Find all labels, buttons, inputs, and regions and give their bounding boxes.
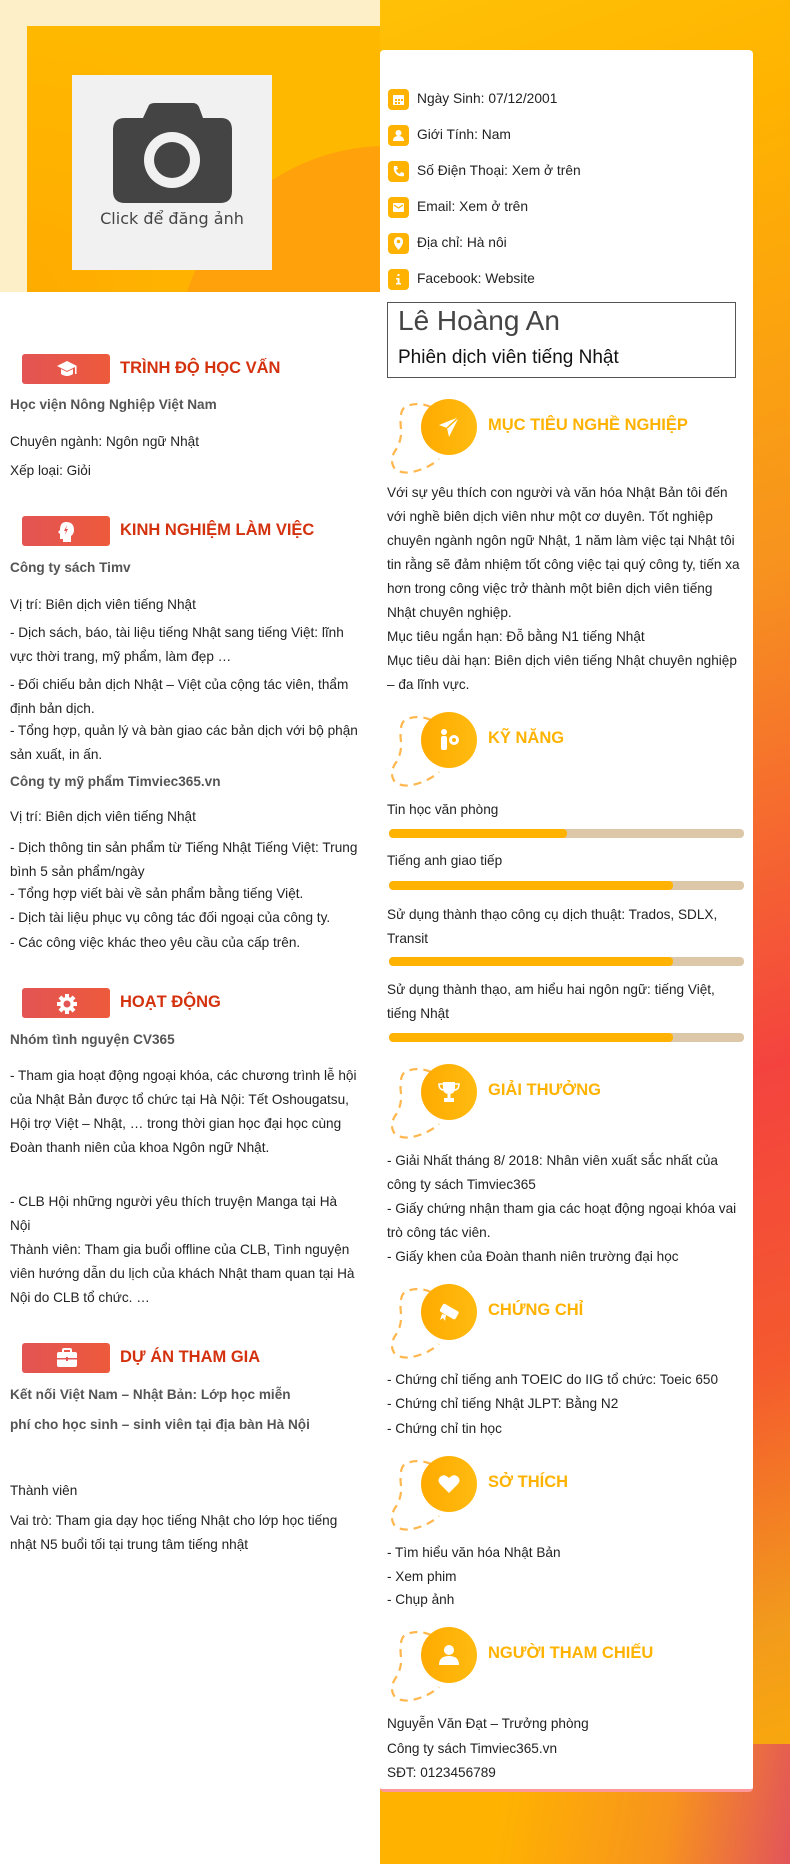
job-duty: - Các công việc khác theo yêu cầu của cấp trên. — [10, 935, 301, 950]
activity-item: - CLB Hội những người yêu thích truyện Manga tại Hà Nội — [10, 1194, 338, 1233]
section-header-objective — [387, 399, 687, 469]
section-title: NGƯỜI THAM CHIẾU — [488, 1644, 654, 1662]
user-icon — [388, 125, 409, 146]
skill-bar — [389, 881, 744, 890]
section-title: GIẢI THƯỞNG — [488, 1081, 602, 1099]
skill-level-fill — [389, 957, 673, 966]
objective-text: Với sự yêu thích con người và văn hóa Nhật Bản tôi đến với nghề biên dịch viên như một cơ duyên. Tốt nghiệp chuyên ngành ngôn ngữ Nhật, 1 năm làm việc tại Nhật tôi tin rằng sẽ đảm nhiệm tốt công việc tại quý công ty, tiến xa hơn trong công việc trở thành một biên dịch viên tiếng Nhật chuyên nghiệp. — [387, 485, 740, 620]
section-title: CHỨNG CHỈ — [488, 1301, 584, 1319]
skill-bar — [389, 1033, 744, 1042]
phone-icon — [388, 161, 409, 182]
contact-text: Giới Tính: Nam — [417, 127, 511, 142]
long-term-goal: Mục tiêu dài hạn: Biên dịch viên tiếng Nhật chuyên nghiệp – đa lĩnh vực. — [387, 653, 737, 692]
hobby-item: - Chụp ảnh — [387, 1592, 455, 1607]
user-icon — [437, 1643, 461, 1667]
grade: Xếp loại: Giỏi — [10, 463, 91, 478]
job-duty: - Tổng hợp, quản lý và bàn giao các bản dịch với bộ phận sản xuất, in ấn. — [10, 723, 358, 762]
job-duty: - Tổng hợp viết bài về sản phẩm bằng tiếng Việt. — [10, 886, 304, 901]
email-icon — [388, 197, 409, 218]
award-item: - Giải Nhất tháng 8/ 2018: Nhân viên xuất sắc nhất của công ty sách Timviec365 — [387, 1153, 718, 1192]
section-header-awards — [387, 1064, 687, 1134]
section-title: HOẠT ĐỘNG — [120, 993, 221, 1011]
job-title: Phiên dịch viên tiếng Nhật — [398, 347, 619, 368]
section-title: KINH NGHIỆM LÀM VIỆC — [120, 521, 315, 539]
person-gear-icon — [437, 728, 461, 752]
info-icon — [388, 269, 409, 290]
paper-plane-icon — [437, 415, 461, 439]
heart-icon — [437, 1472, 461, 1496]
skill-name: Sử dụng thành thạo công cụ dịch thuật: Trados, SDLX, Transit — [387, 907, 718, 946]
contact-text: Email: Xem ở trên — [417, 199, 529, 214]
job-duty: - Dịch tài liệu phục vụ công tác đối ngoại của công ty. — [10, 910, 331, 925]
upload-photo-button[interactable] — [72, 75, 272, 270]
section-header-certificates — [387, 1284, 687, 1354]
section-title: SỞ THÍCH — [488, 1473, 569, 1491]
skill-level-fill — [389, 1033, 673, 1042]
section-header-hobbies — [387, 1456, 687, 1526]
skill-name: Tin học văn phòng — [387, 802, 499, 817]
calendar-icon — [388, 89, 409, 110]
skill-bar — [389, 829, 744, 838]
reference-item: Công ty sách Timviec365.vn — [387, 1741, 558, 1756]
trophy-icon — [437, 1080, 461, 1104]
job-duty: - Đối chiếu bản dịch Nhật – Việt của cộng tác viên, thẩm định bản dịch. — [10, 677, 349, 716]
project-name: Kết nối Việt Nam – Nhật Bản: Lớp học miễn phí cho học sinh – sinh viên tại địa bàn Hà Nội — [10, 1387, 310, 1432]
skill-level-fill — [389, 829, 567, 838]
activity-item: - Tham gia hoạt động ngoại khóa, các chương trình lễ hội của Nhật Bản được tổ chức tại Hà Nội: Tết Oshougatsu, Hội trợ Việt – Nhật, … trong thời gian học đại học cùng Đoàn thanh niên của khoa Ngôn ngữ Nhật. — [10, 1068, 357, 1155]
job-position: Vị trí: Biên dịch viên tiếng Nhật — [10, 809, 196, 824]
hobby-item: - Xem phim — [387, 1569, 457, 1584]
certificate-item: - Chứng chỉ tiếng Nhật JLPT: Bằng N2 — [387, 1396, 619, 1411]
organization-name: Nhóm tình nguyện CV365 — [10, 1032, 175, 1047]
activity-item: Thành viên: Tham gia buổi offline của CLB, Tình nguyện viên hướng dẫn du lịch của khách Nhật tham quan tại Hà Nội do CLB tổ chức. … — [10, 1242, 355, 1305]
job-position: Vị trí: Biên dịch viên tiếng Nhật — [10, 597, 196, 612]
section-title: TRÌNH ĐỘ HỌC VẤN — [120, 359, 281, 377]
graduation-cap-icon — [56, 359, 78, 379]
job-duty: - Dịch thông tin sản phẩm từ Tiếng Nhật Tiếng Việt: Trung bình 5 sản phẩm/ngày — [10, 840, 358, 879]
contact-text: Ngày Sinh: 07/12/2001 — [417, 91, 558, 106]
diploma-icon — [437, 1300, 461, 1324]
skill-name: Sử dụng thành thạo, am hiểu hai ngôn ngữ: tiếng Việt, tiếng Nhật — [387, 982, 715, 1021]
award-item: - Giấy chứng nhận tham gia các hoạt động ngoại khóa vai trò công tác viên. — [387, 1201, 737, 1240]
skill-level-fill — [389, 881, 673, 890]
major: Chuyên ngành: Ngôn ngữ Nhật — [10, 434, 199, 449]
certificate-item: - Chứng chỉ tiếng anh TOEIC do IIG tổ chức: Toeic 650 — [387, 1372, 719, 1387]
gear-icon — [56, 993, 78, 1015]
section-header-references — [387, 1627, 687, 1697]
award-item: - Giấy khen của Đoàn thanh niên trường đại học — [387, 1249, 679, 1264]
contact-text: Facebook: Website — [417, 271, 535, 286]
briefcase-icon — [56, 1348, 78, 1368]
contact-text: Số Điện Thoại: Xem ở trên — [417, 163, 581, 178]
school-name: Học viện Nông Nghiệp Việt Nam — [10, 397, 217, 412]
certificate-item: - Chứng chỉ tin học — [387, 1421, 502, 1436]
reference-item: SĐT: 0123456789 — [387, 1765, 496, 1780]
section-header-skills — [387, 712, 687, 782]
camera-icon — [113, 103, 232, 203]
upload-photo-label: Click để đăng ảnh — [100, 209, 244, 228]
section-title: MỤC TIÊU NGHỀ NGHIỆP — [488, 416, 688, 434]
project-role-title: Thành viên — [10, 1483, 78, 1498]
short-term-goal: Mục tiêu ngắn hạn: Đỗ bằng N1 tiếng Nhật — [387, 629, 645, 644]
head-lightning-icon — [56, 521, 76, 543]
skill-bar — [389, 957, 744, 966]
map-marker-icon — [388, 233, 409, 254]
project-role: Vai trò: Tham gia dạy học tiếng Nhật cho lớp học tiếng nhật N5 buổi tối tại trung tâm tiếng nhật — [10, 1513, 338, 1552]
company-name: Công ty sách Timv — [10, 560, 131, 575]
company-name: Công ty mỹ phẩm Timviec365.vn — [10, 774, 221, 789]
reference-item: Nguyễn Văn Đạt – Trưởng phòng — [387, 1716, 589, 1731]
name-box — [387, 302, 736, 378]
hobby-item: - Tìm hiểu văn hóa Nhật Bản — [387, 1545, 561, 1560]
full-name: Lê Hoàng An — [398, 305, 560, 336]
job-duty: - Dịch sách, báo, tài liệu tiếng Nhật sang tiếng Việt: lĩnh vực thời trang, mỹ phẩm, làm đẹp … — [10, 625, 344, 664]
skill-name: Tiếng anh giao tiếp — [387, 853, 503, 868]
section-title: DỰ ÁN THAM GIA — [120, 1348, 261, 1366]
section-title: KỸ NĂNG — [488, 729, 565, 747]
contact-text: Địa chỉ: Hà nôi — [417, 235, 507, 250]
